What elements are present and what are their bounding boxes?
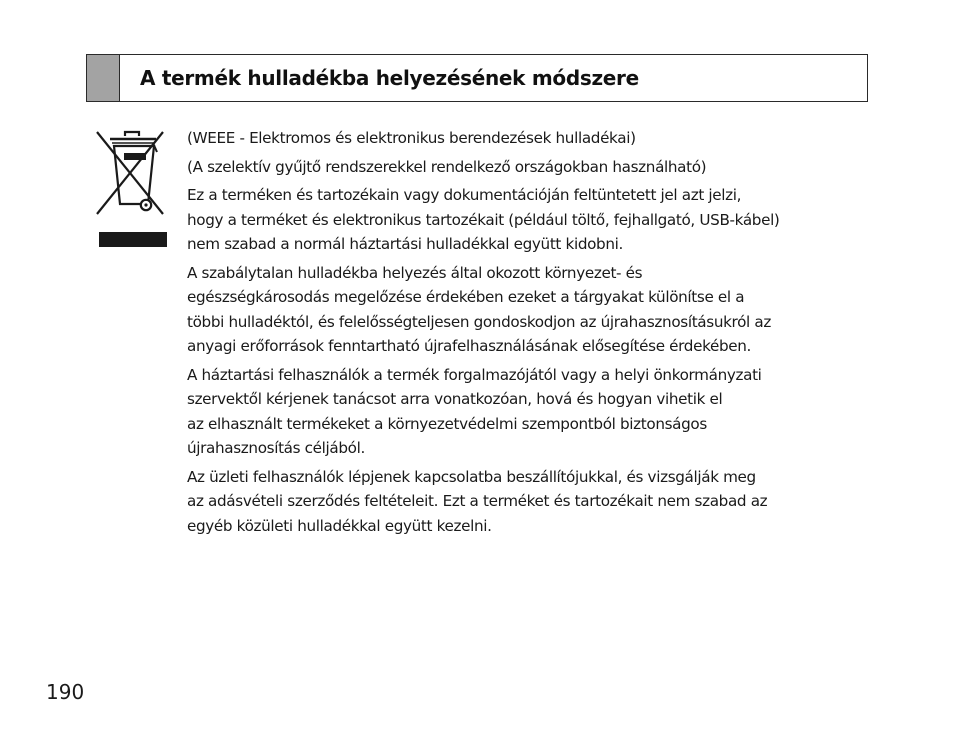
paragraph-symbol-meaning: Ez a terméken és tartozékain vagy dokumentációján feltüntetett jel azt jelzi, hogy a terméket és elektronikus tartozékait (például töltő, fejhallgató, USB-kábel) nem szabad a normál háztartási hulladékkal együtt kidobni.: [187, 186, 780, 253]
paragraph-applicability: (A szelektív gyűjtő rendszerekkel rendelkező országokban használható): [187, 157, 707, 176]
paragraph-business-users: Az üzleti felhasználók lépjenek kapcsolatba beszállítójukkal, és vizsgálják meg az adásvételi szerződés feltételeit. Ezt a terméket és tartozékait nem szabad az egyéb közületi hulladékkal együtt kezelni.: [187, 467, 768, 535]
paragraph-weee: (WEEE - Elektromos és elektronikus berendezések hulladékai): [187, 129, 636, 147]
paragraph-household-users: A háztartási felhasználók a termék forgalmazójától vagy a helyi önkormányzati szervektől kérjenek tanácsot arra vonatkozóan, hová és hogyan vihetik el az elhasznált termékeket a környezetvédelmi szempontból biztonságos újrahasznosítás céljából.: [187, 365, 762, 457]
crossed-out-wheelie-bin-icon: [93, 126, 171, 252]
header-tab-marker: [87, 55, 120, 101]
paragraph-separation: A szabálytalan hulladékba helyezés által okozott környezet- és egészségkárosodás megelőzése érdekében ezeket a tárgyakat különítse el a többi hulladéktól, és felelősségteljesen gondoskodjon az újrahasznosításukról az anyagi erőforrások fenntartható újrafelhasználásának elősegítése érdekében.: [187, 263, 771, 355]
section-header: [86, 54, 868, 102]
page-number: 190: [46, 680, 85, 704]
section-title: A termék hulladékba helyezésének módszere: [140, 66, 639, 90]
body-text: [187, 126, 877, 542]
